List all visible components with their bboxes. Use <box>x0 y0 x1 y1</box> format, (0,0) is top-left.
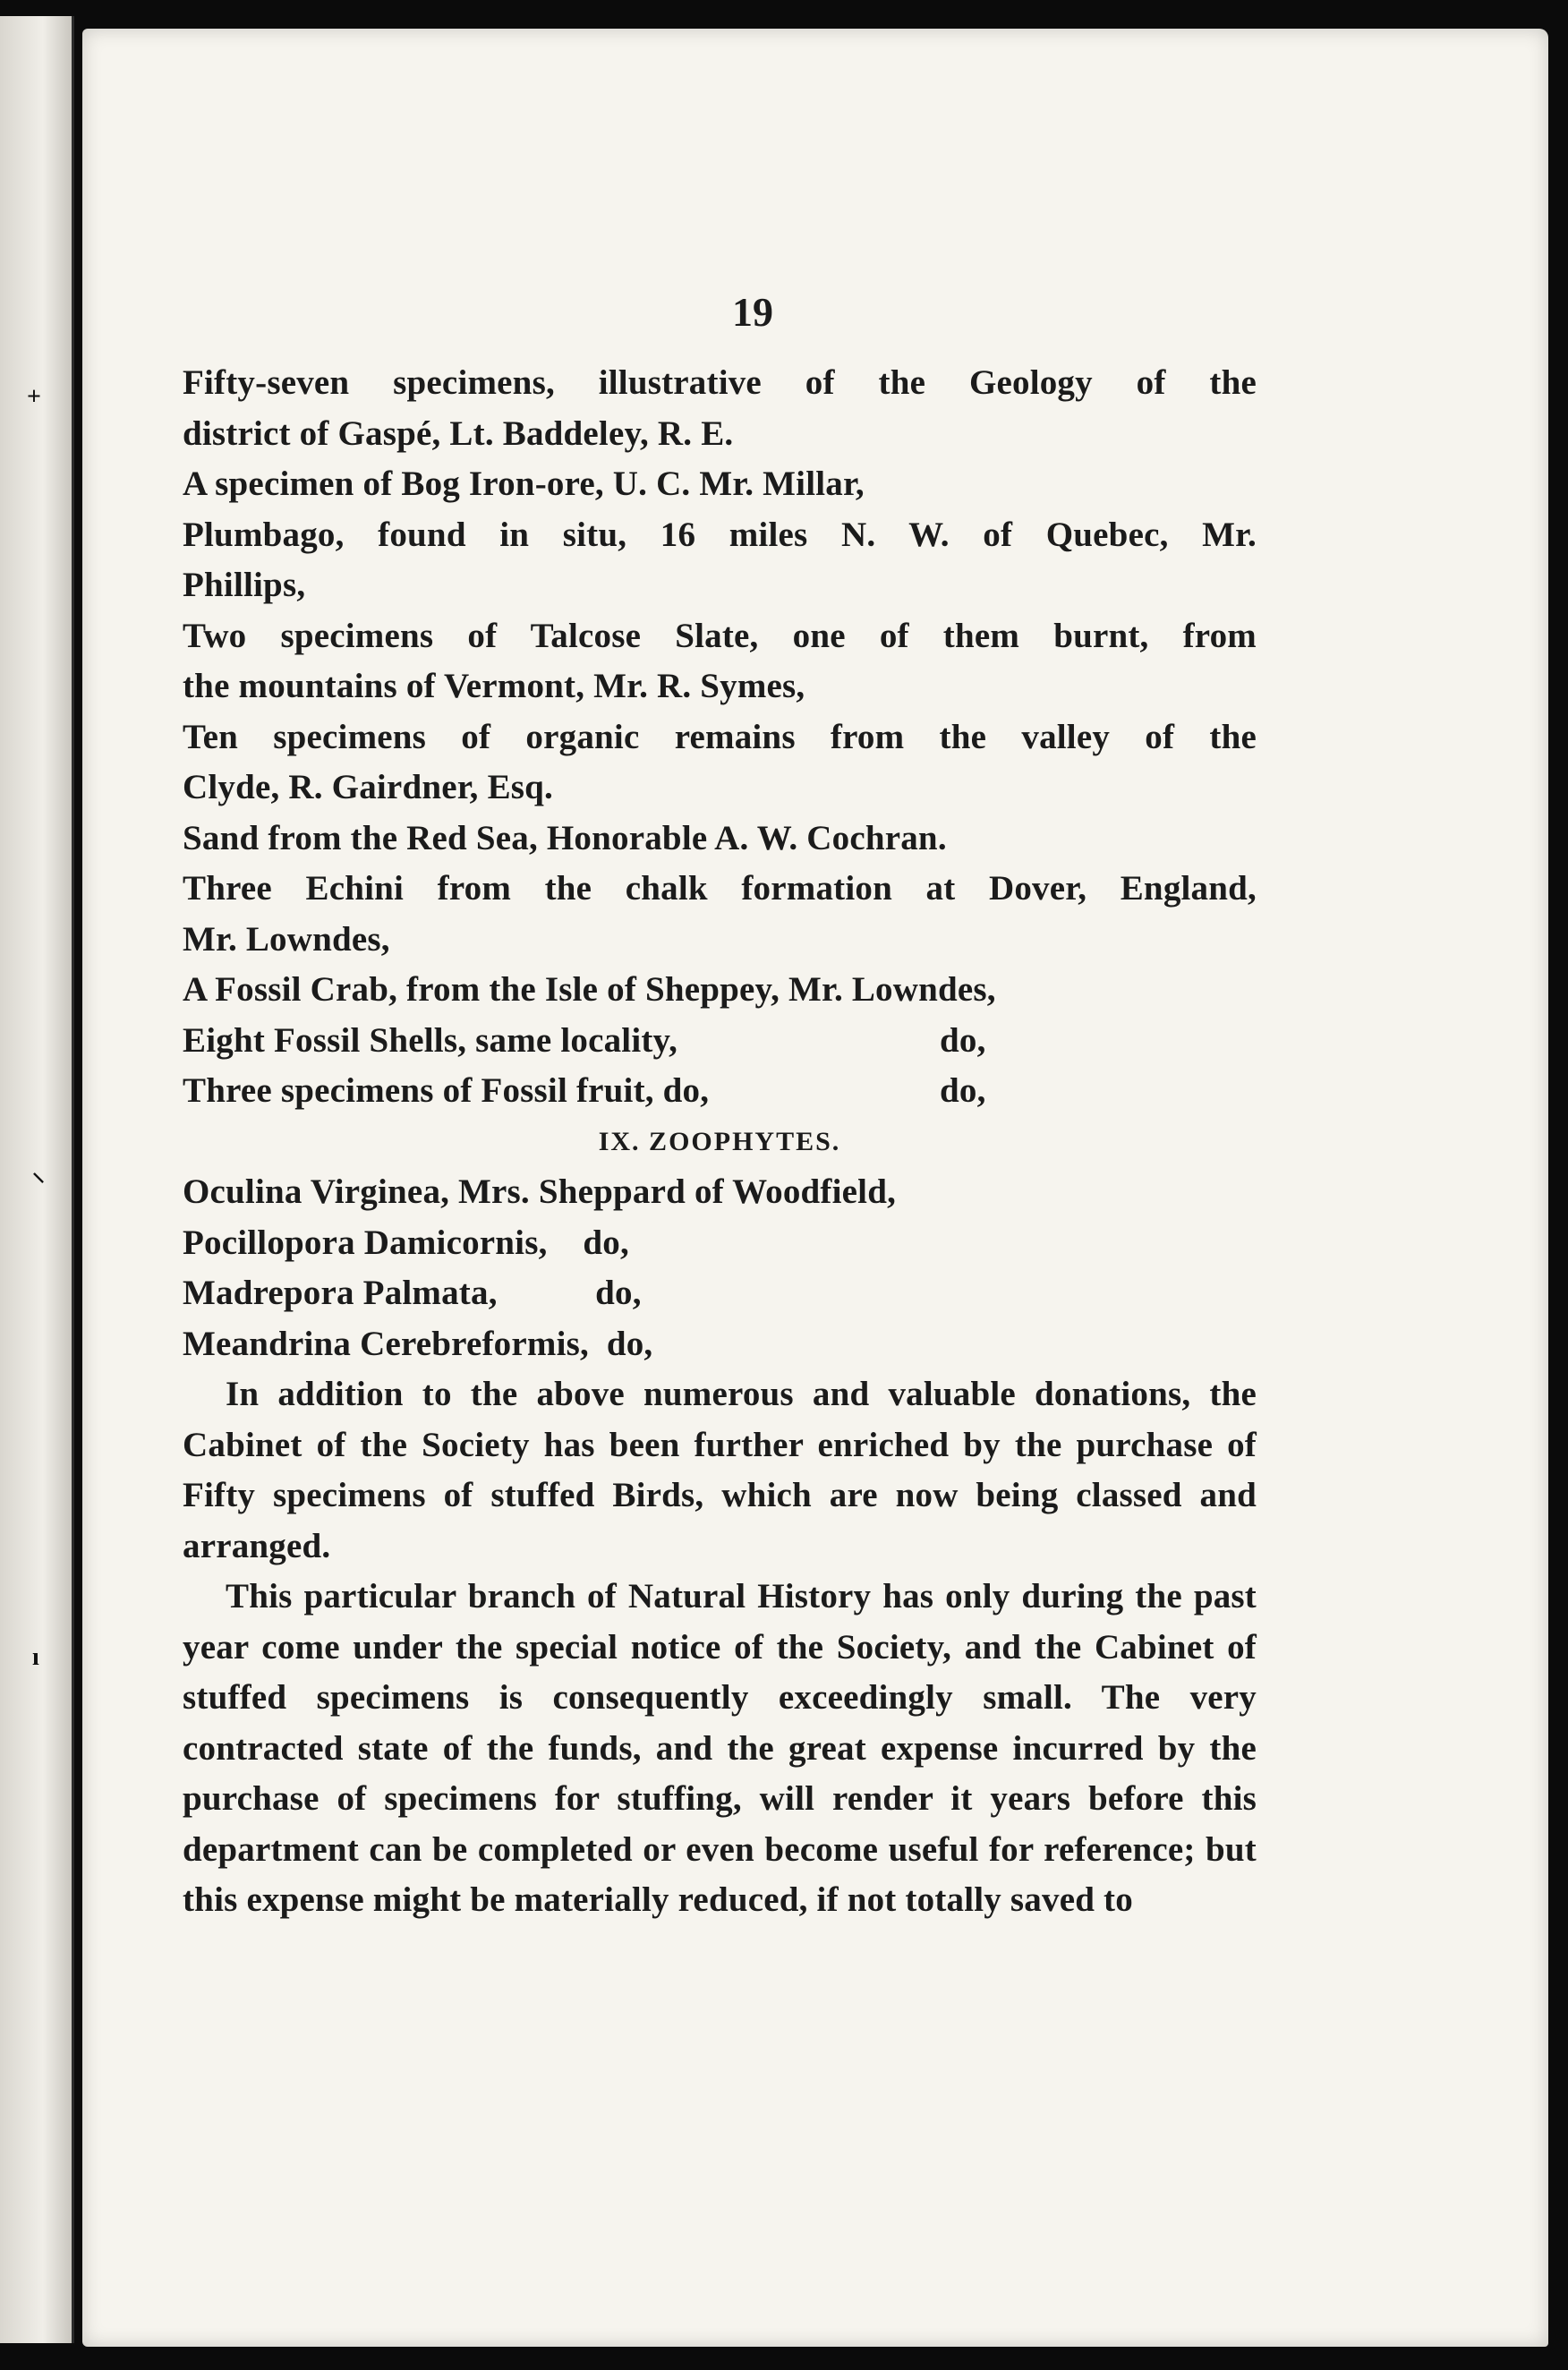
donation-entry <box>183 712 1257 814</box>
body-paragraph: This particular branch of Natural History has only during the past year come under the special notice of the Society, and the Cabinet of stuffed specimens is consequently exceedingly small. The very contracted state of the funds, and the great expense incurred by the purchase of specimens for stuffing, will render it years before this department can be completed or even become useful for reference; but this expense might be materially reduced, if not totally saved to <box>183 1577 1257 1919</box>
margin-mark: ⸜ <box>32 1159 46 1187</box>
entry-line: Two specimens of Talcose Slate, one of them burnt, from <box>183 616 1257 655</box>
donation-entry <box>183 864 1257 965</box>
entry-line: Fifty-seven specimens, illustrative of the Geology of the <box>183 363 1257 402</box>
entry-line: A specimen of Bog Iron-ore, U. C. Mr. Millar, <box>183 465 865 503</box>
donation-entry <box>183 965 1257 1016</box>
section-heading: IX. ZOOPHYTES. <box>598 1126 841 1156</box>
entry-line: district of Gaspé, Lt. Baddeley, R. E. <box>183 413 734 453</box>
donation-entry <box>183 459 1257 510</box>
zoophyte-entry: Pocillopora Damicornis, do, <box>183 1223 629 1262</box>
donation-entry <box>183 358 1257 459</box>
entry-line: Sand from the Red Sea, Honorable A. W. Cochran. <box>183 818 947 857</box>
zoophyte-entry: Meandrina Cerebreformis, do, <box>183 1324 653 1363</box>
margin-mark: + <box>27 383 41 411</box>
ditto-mark: do, <box>940 1071 986 1110</box>
entry-line: Plumbago, found in situ, 16 miles N. W. of Quebec, Mr. <box>183 515 1257 554</box>
page-number: 19 <box>732 289 773 335</box>
entry-line: Phillips, <box>183 566 306 604</box>
entry-line: the mountains of Vermont, Mr. R. Symes, <box>183 667 805 705</box>
donation-entry <box>183 611 1257 712</box>
donation-entry <box>183 510 1257 611</box>
ditto-item: Eight Fossil Shells, same locality, <box>183 1020 678 1060</box>
entry-line: A Fossil Crab, from the Isle of Sheppey, Mr. Lowndes, <box>183 970 996 1009</box>
entry-line: Ten specimens of organic remains from the valley of the <box>183 717 1257 756</box>
zoophyte-entry: Oculina Virginea, Mrs. Sheppard of Woodfield, <box>183 1172 897 1211</box>
body-paragraph: In addition to the above numerous and valuable donations, the Cabinet of the Society has been further enriched by the purchase of Fifty specimens of stuffed Birds, which are now being classed and arranged. <box>183 1375 1257 1565</box>
margin-mark: ı <box>32 1643 39 1671</box>
entry-line: Three Echini from the chalk formation at Dover, England, <box>183 869 1257 908</box>
entry-line: Clyde, R. Gairdner, Esq. <box>183 768 553 806</box>
ditto-mark: do, <box>940 1020 986 1060</box>
entry-line: Mr. Lowndes, <box>183 919 390 959</box>
ditto-entry <box>183 1016 1257 1067</box>
zoophyte-entry: Madrepora Palmata, do, <box>183 1274 642 1312</box>
ditto-entry <box>183 1066 1257 1117</box>
donation-entry <box>183 814 1257 865</box>
ditto-item: Three specimens of Fossil fruit, do, <box>183 1071 710 1110</box>
page-body <box>183 358 1257 1926</box>
